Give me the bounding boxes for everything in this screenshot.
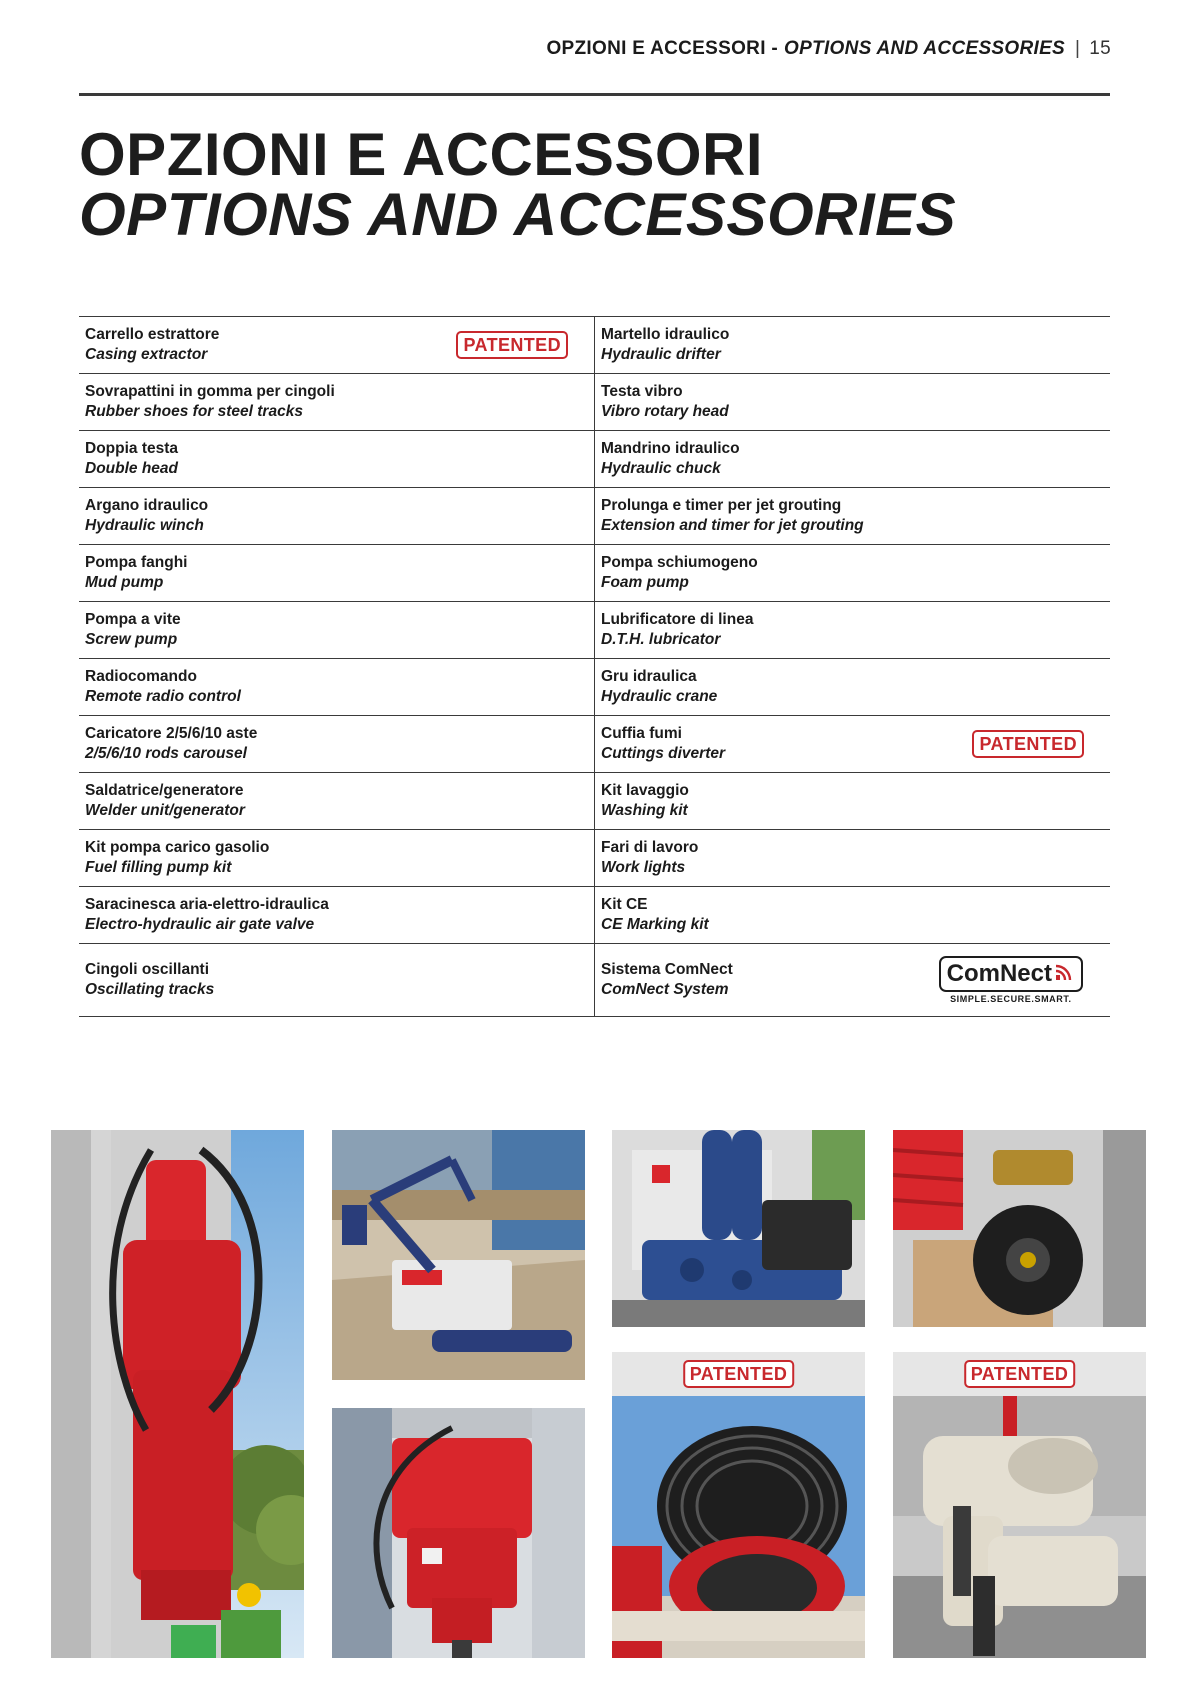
photo-pump-unit [612, 1130, 865, 1327]
page-title [79, 121, 957, 248]
option-name-it: Pompa a vite [85, 611, 181, 628]
photo-hydraulic-crane-rig [332, 1130, 585, 1380]
option-name-it: Doppia testa [85, 440, 179, 457]
option-name-en: Work lights [601, 859, 686, 876]
patented-bar-oscillating-tracks [893, 1352, 1146, 1396]
option-name-it: Argano idraulico [85, 497, 209, 514]
option-name-it: Fari di lavoro [601, 839, 699, 856]
option-name-it: Kit CE [601, 896, 648, 913]
option-name-en: 2/5/6/10 rods carousel [85, 745, 247, 762]
comnect-tagline: SIMPLE.SECURE.SMART. [950, 994, 1072, 1004]
option-name-en: Rubber shoes for steel tracks [85, 403, 303, 420]
comnect-word: ComNect [946, 960, 1052, 987]
option-cell-right [595, 431, 1111, 488]
option-name-en: Hydraulic chuck [601, 460, 721, 477]
option-cell-right [595, 773, 1111, 830]
option-cell-left [79, 317, 595, 374]
option-name-it: Saldatrice/generatore [85, 782, 244, 799]
option-cell-right [595, 944, 1111, 1017]
option-cell-left [79, 773, 595, 830]
option-name-en: Mud pump [85, 574, 164, 591]
option-name-en: Extension and timer for jet grouting [601, 517, 864, 534]
option-cell-left [79, 602, 595, 659]
option-name-it: Radiocomando [85, 668, 197, 685]
option-name-en: Fuel filling pump kit [85, 859, 232, 876]
option-cell-right [595, 488, 1111, 545]
patented-badge: PATENTED [972, 730, 1084, 758]
option-cell-left [79, 944, 595, 1017]
option-name-it: Mandrino idraulico [601, 440, 740, 457]
option-cell-right [595, 317, 1111, 374]
option-name-en: Hydraulic crane [601, 688, 718, 705]
option-cell-right [595, 659, 1111, 716]
option-name-en: Double head [85, 460, 179, 477]
comnect-logo [939, 956, 1083, 1004]
option-name-en: D.T.H. lubricator [601, 631, 721, 648]
title-line-en: OPTIONS AND ACCESSORIES [79, 181, 957, 248]
option-cell-right [595, 374, 1111, 431]
header-section-it: OPZIONI E ACCESSORI - [546, 38, 778, 59]
photo-cuttings-diverter [612, 1396, 865, 1658]
signal-icon [1055, 963, 1075, 981]
option-cell-left [79, 659, 595, 716]
options-row [79, 431, 1110, 488]
options-row [79, 830, 1110, 887]
options-row [79, 317, 1110, 374]
patented-badge: PATENTED [683, 1360, 795, 1388]
option-name-it: Kit pompa carico gasolio [85, 839, 270, 856]
option-cell-left [79, 374, 595, 431]
options-row [79, 716, 1110, 773]
option-name-it: Caricatore 2/5/6/10 aste [85, 725, 258, 742]
option-name-en: Foam pump [601, 574, 689, 591]
option-cell-left [79, 488, 595, 545]
option-name-en: Remote radio control [85, 688, 241, 705]
options-row [79, 659, 1110, 716]
photo-oscillating-tracks [893, 1396, 1146, 1658]
option-cell-right [595, 602, 1111, 659]
header-section-en: OPTIONS AND ACCESSORIES [783, 38, 1066, 59]
option-name-en: Vibro rotary head [601, 403, 729, 420]
title-line-it: OPZIONI E ACCESSORI [79, 121, 764, 188]
options-row [79, 944, 1110, 1017]
option-name-en: Welder unit/generator [85, 802, 245, 819]
option-cell-left [79, 716, 595, 773]
option-name-it: Lubrificatore di linea [601, 611, 754, 628]
option-cell-left [79, 431, 595, 488]
photo-vibro-rotary-head [332, 1408, 585, 1658]
option-cell-left [79, 830, 595, 887]
option-name-en: Hydraulic drifter [601, 346, 721, 363]
option-name-it: Cuffia fumi [601, 725, 682, 742]
option-cell-right [595, 545, 1111, 602]
option-name-it: Martello idraulico [601, 326, 730, 343]
option-name-it: Sistema ComNect [601, 961, 733, 978]
option-name-en: CE Marking kit [601, 916, 709, 933]
option-name-it: Cingoli oscillanti [85, 961, 210, 978]
option-name-en: Oscillating tracks [85, 981, 215, 998]
option-name-en: Electro-hydraulic air gate valve [85, 916, 315, 933]
option-cell-right [595, 830, 1111, 887]
option-name-it: Pompa fanghi [85, 554, 188, 571]
option-name-it: Sovrapattini in gomma per cingoli [85, 383, 335, 400]
option-name-it: Prolunga e timer per jet grouting [601, 497, 842, 514]
options-row [79, 374, 1110, 431]
option-name-en: Hydraulic winch [85, 517, 204, 534]
option-name-en: Casing extractor [85, 346, 208, 363]
options-row [79, 773, 1110, 830]
page-header [79, 36, 1111, 62]
option-cell-left [79, 545, 595, 602]
patented-badge: PATENTED [456, 331, 568, 359]
header-separator: | [1075, 38, 1081, 59]
option-name-en: ComNect System [601, 981, 729, 998]
option-name-it: Gru idraulica [601, 668, 697, 685]
option-name-it: Pompa schiumogeno [601, 554, 758, 571]
options-row [79, 488, 1110, 545]
option-cell-left [79, 887, 595, 944]
option-name-it: Carrello estrattore [85, 326, 220, 343]
photo-washing-kit [893, 1130, 1146, 1327]
option-cell-right [595, 887, 1111, 944]
option-name-en: Cuttings diverter [601, 745, 726, 762]
option-name-it: Saracinesca aria-elettro-idraulica [85, 896, 329, 913]
comnect-wordmark [939, 956, 1083, 992]
options-table [79, 316, 1110, 1017]
option-name-en: Screw pump [85, 631, 178, 648]
option-name-en: Washing kit [601, 802, 688, 819]
header-rule [79, 93, 1110, 96]
options-row [79, 602, 1110, 659]
option-name-it: Testa vibro [601, 383, 683, 400]
options-row [79, 545, 1110, 602]
option-cell-right [595, 716, 1111, 773]
patented-bar-cuttings-diverter [612, 1352, 865, 1396]
option-name-it: Kit lavaggio [601, 782, 689, 799]
page-number: 15 [1089, 38, 1111, 59]
patented-badge: PATENTED [964, 1360, 1076, 1388]
photo-double-head [51, 1130, 304, 1658]
options-row [79, 887, 1110, 944]
